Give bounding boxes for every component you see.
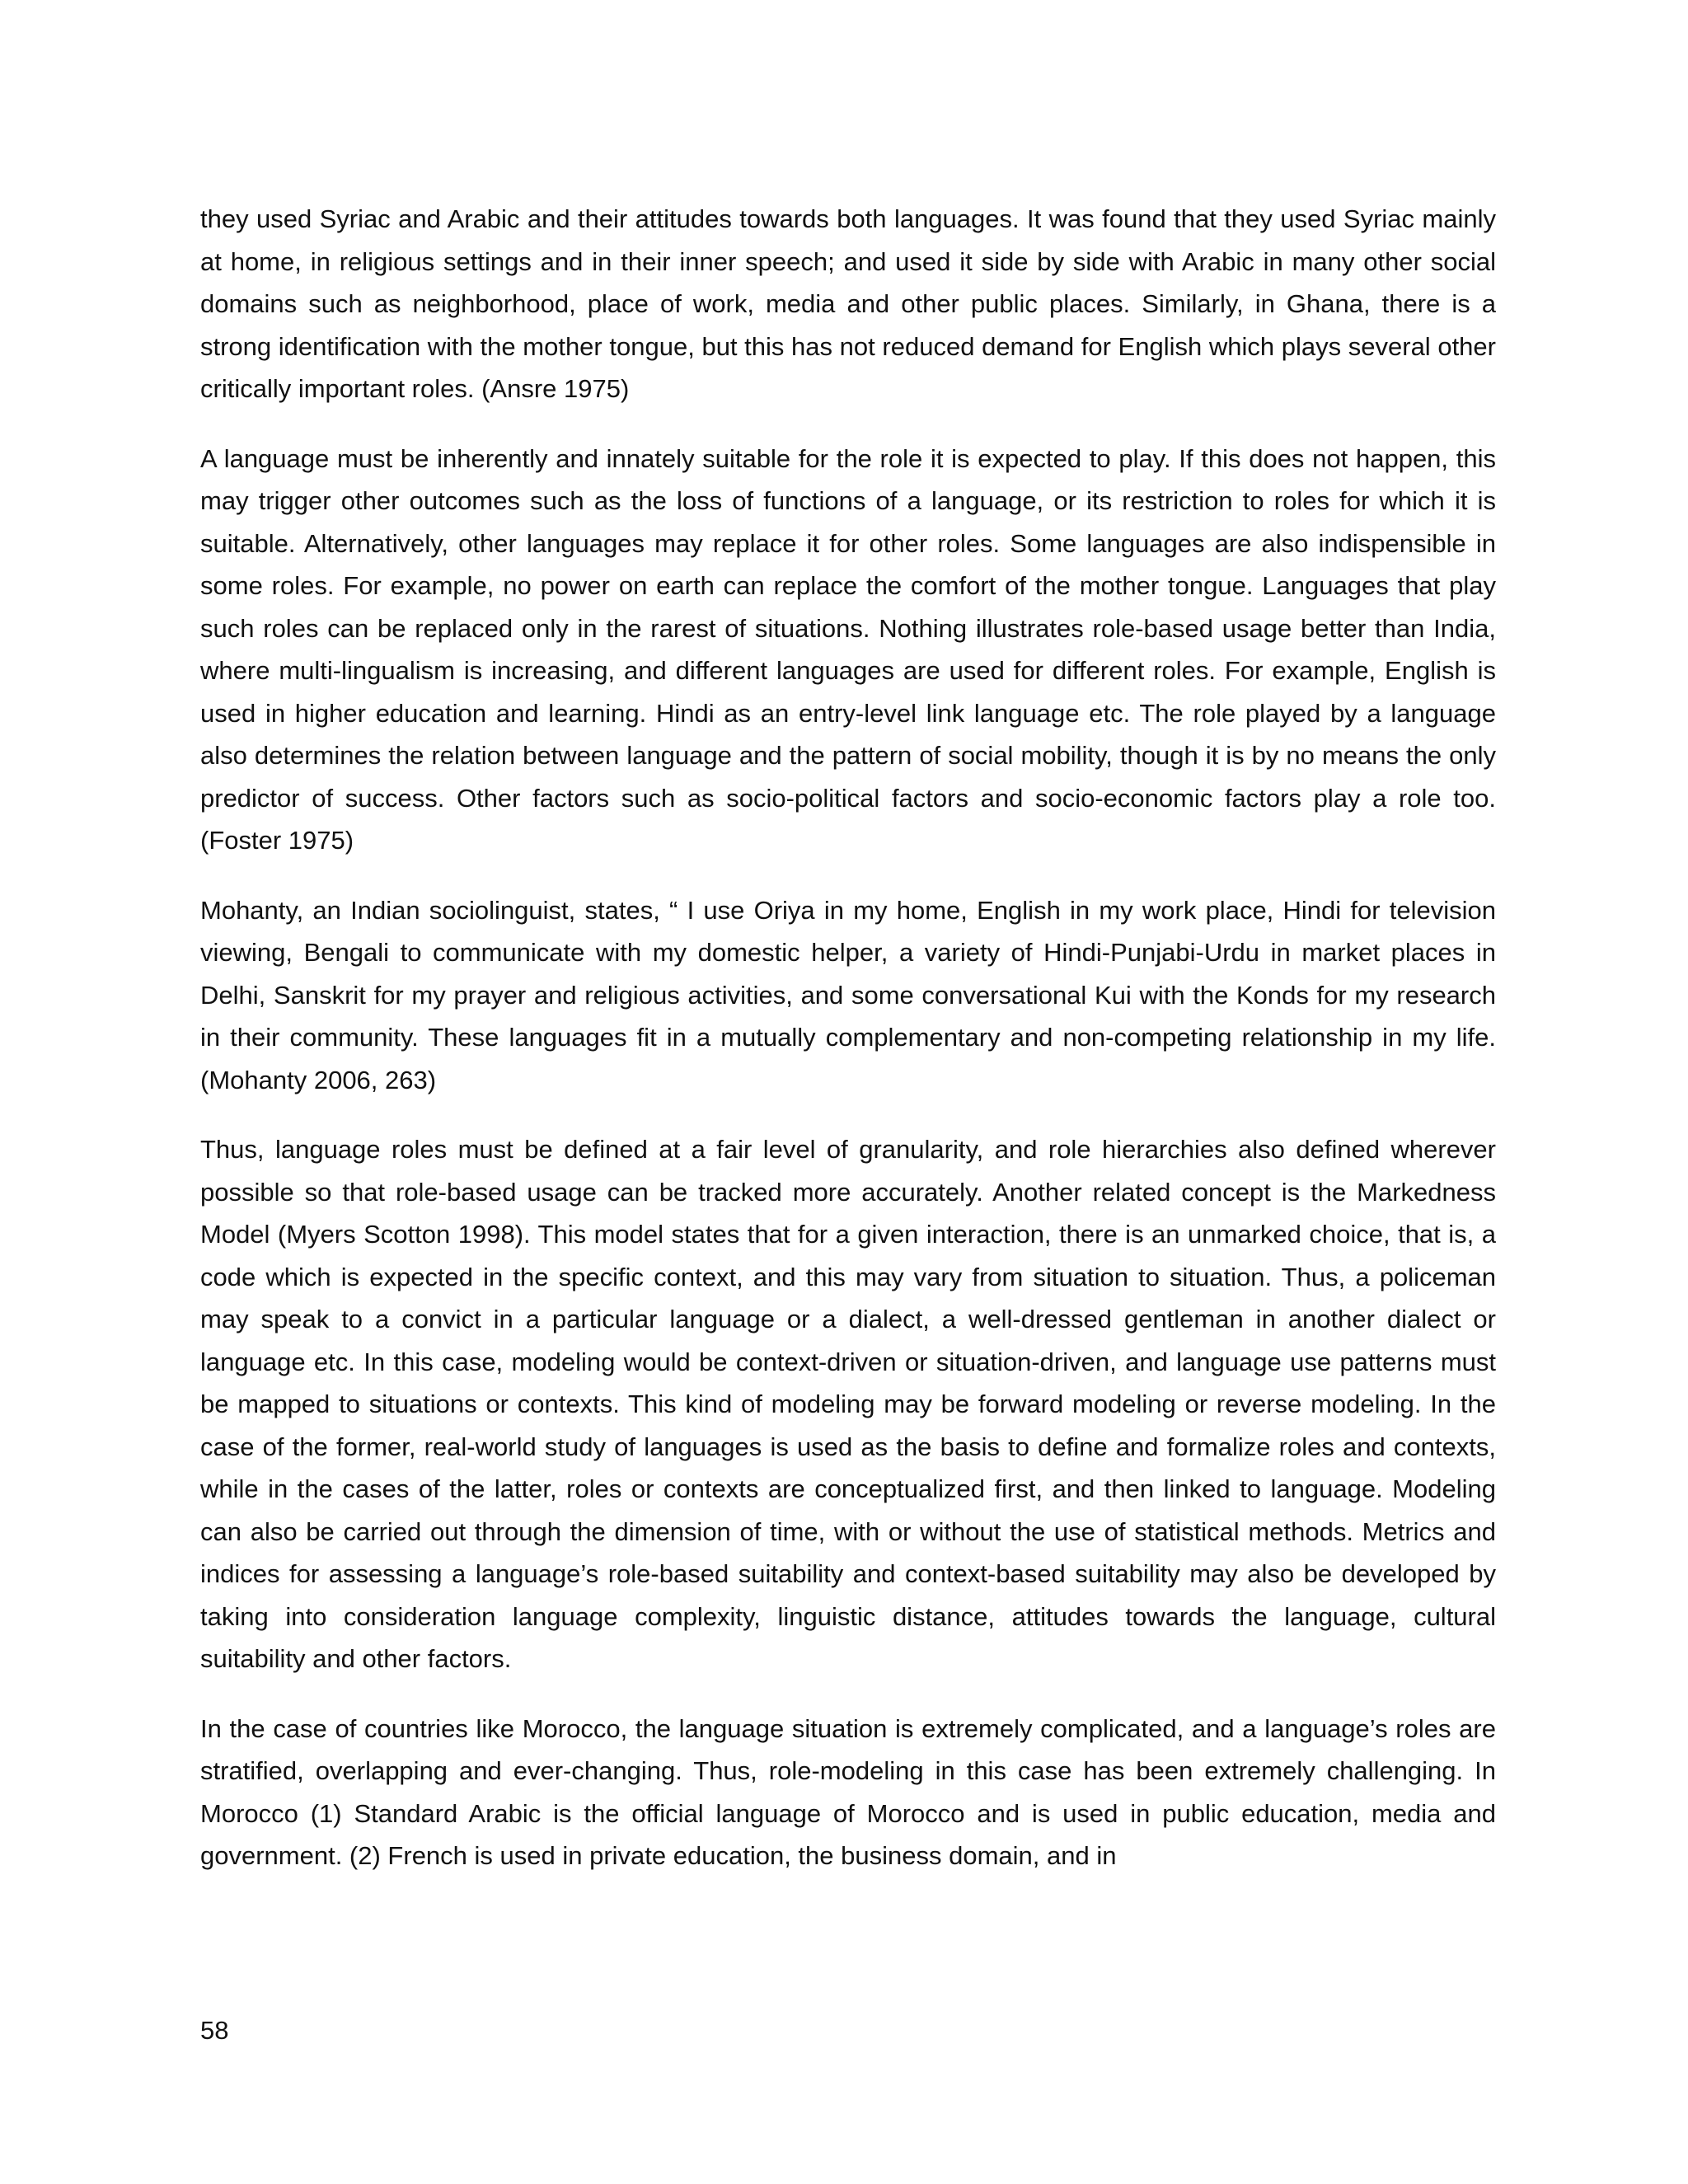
document-body bbox=[200, 198, 1496, 1905]
paragraph-role-suitability: A language must be inherently and innately suitable for the role it is expected to play. If this does not happen, this may trigger other outcomes such as the loss of functions of a language, or its restriction to roles for which it is suitable. Alternatively, other languages may replace it for other roles. Some languages are also indispensible in some roles. For example, no power on earth can replace the comfort of the mother tongue. Languages that play such roles can be replaced only in the rarest of situations. Nothing illustrates role-based usage better than India, where multi-lingualism is increasing, and different languages are used for different roles. For example, English is used in higher education and learning. Hindi as an entry-level link language etc. The role played by a language also determines the relation between language and the pattern of social mobility, though it is by no means the only predictor of success. Other factors such as socio-political factors and socio-economic factors play a role too. (Foster 1975) bbox=[200, 443, 1496, 855]
paragraph-morocco: In the case of countries like Morocco, the language situation is extremely complicated, and a language’s roles are stratified, overlapping and ever-changing. Thus, role-modeling in this case has been extremely challenging. In Morocco (1) Standard Arabic is the official language of Morocco and is used in public education, media and government. (2) French is used in private education, the business domain, and in bbox=[200, 1713, 1496, 1870]
page-number: 58 bbox=[200, 2016, 229, 2045]
paragraph-markedness-model: Thus, language roles must be defined at a fair level of granularity, and role hierarchies also defined wherever possible so that role-based usage can be tracked more accurately. Another related concept is the Markedness Model (Myers Scotton 1998). This model states that for a given interaction, there is an unmarked choice, that is, a code which is expected in the specific context, and this may vary from situation to situation. Thus, a policeman may speak to a convict in a particular language or a dialect, a well-dressed gentleman in another dialect or language etc. In this case, modeling would be context-driven or situation-driven, and language use patterns must be mapped to situations or contexts. This kind of modeling may be forward modeling or reverse modeling. In the case of the former, real-world study of languages is used as the basis to define and formalize roles and contexts, while in the cases of the latter, roles or contexts are conceptualized first, and then linked to language. Modeling can also be carried out through the dimension of time, with or without the use of statistical methods. Metrics and indices for assessing a language’s role-based suitability and context-based suitability may also be developed by taking into consideration language complexity, linguistic distance, attitudes towards the language, cultural suitability and other factors. bbox=[200, 1135, 1496, 1673]
paragraph-syriac-arabic-ghana: they used Syriac and Arabic and their attitudes towards both languages. It was found that they used Syriac mainly at home, in religious settings and in their inner speech; and used it side by side with Arabic in many other social domains such as neighborhood, place of work, media and other public places. Similarly, in Ghana, there is a strong identification with the mother tongue, but this has not reduced demand for English which plays several other critically important roles. (Ansre 1975) bbox=[200, 204, 1496, 403]
paragraph-mohanty-quote: Mohanty, an Indian sociolinguist, states, “ I use Oriya in my home, English in my work place, Hindi for television viewing, Bengali to communicate with my domestic helper, a variety of Hindi-Punjabi-Urdu in market places in Delhi, Sanskrit for my prayer and religious activities, and some conversational Kui with the Konds for my research in their community. These languages fit in a mutually complementary and non-competing relationship in my life. (Mohanty 2006, 263) bbox=[200, 895, 1496, 1094]
